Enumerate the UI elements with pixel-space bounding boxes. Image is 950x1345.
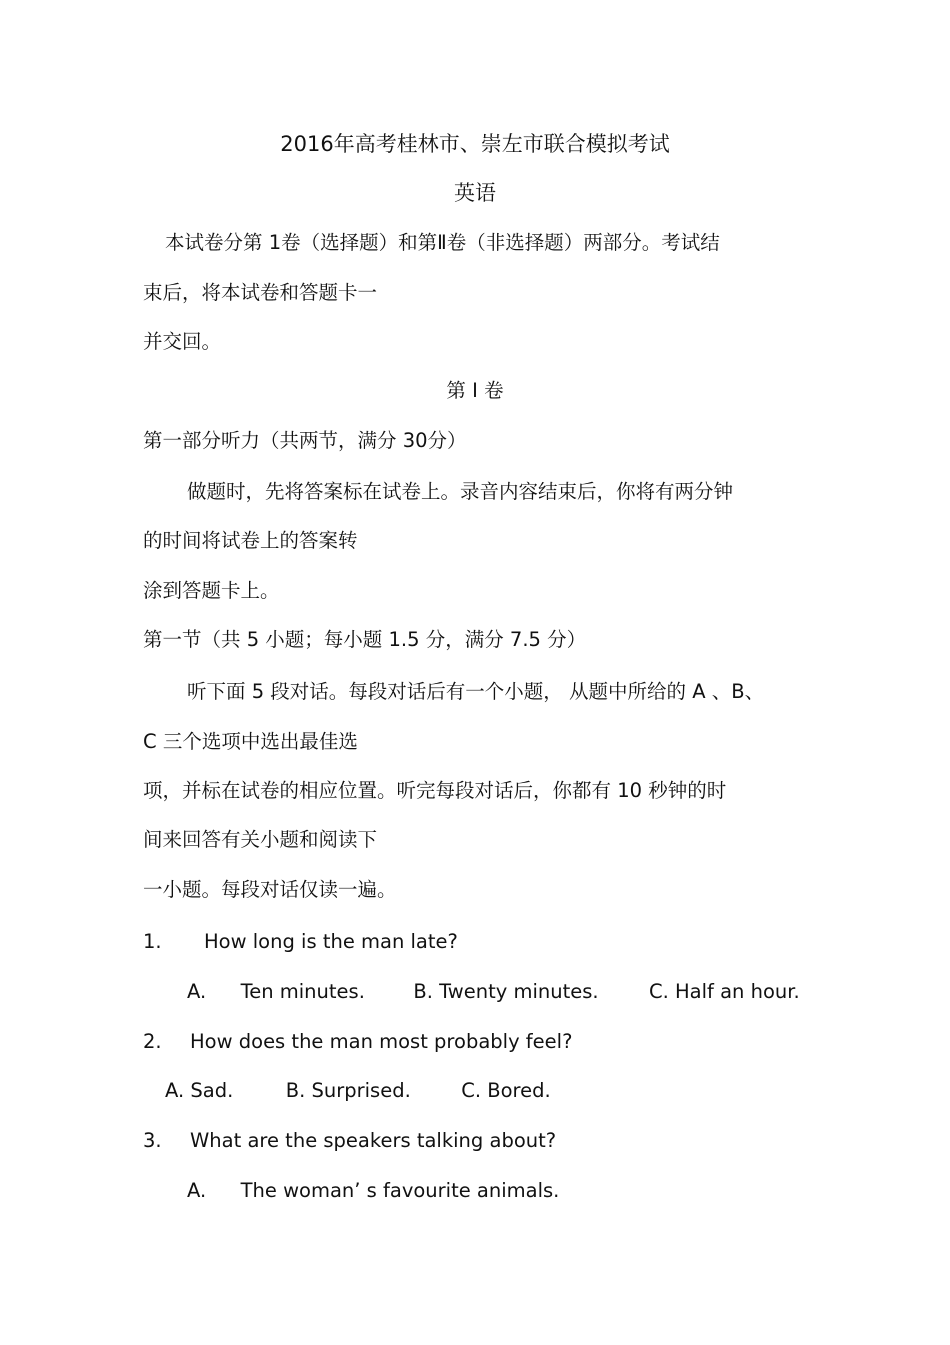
question-text: How long is the man late? <box>204 930 458 953</box>
part1-instruction-3: 涂到答题卡上。 <box>143 579 280 602</box>
option-c: C. Bored. <box>461 1079 551 1102</box>
option-a: A. <box>187 980 207 1003</box>
intro-line-1: 本试卷分第 1卷（选择题）和第Ⅱ卷（非选择题）两部分。考试结 <box>165 231 720 254</box>
section1-instruction-2: C 三个选项中选出最佳选 <box>143 730 358 753</box>
option-a: A. Sad. <box>165 1079 234 1102</box>
part1-instruction-2: 的时间将试卷上的答案转 <box>143 529 358 552</box>
question-3 <box>143 1129 556 1153</box>
section1-heading: 第一节（共 5 小题；每小题 1.5 分，满分 7.5 分） <box>143 628 587 651</box>
question-number: 1. <box>143 930 162 953</box>
question-3-options <box>187 1179 559 1203</box>
question-1 <box>143 930 458 954</box>
section1-instruction-3: 项，并标在试卷的相应位置。听完每段对话后，你都有 10 秒钟的时 <box>143 779 727 802</box>
exam-title: 2016年高考桂林市、崇左市联合模拟考试 <box>280 132 670 156</box>
section1-instruction-5: 一小题。每段对话仅读一遍。 <box>143 878 397 901</box>
intro-line-3: 并交回。 <box>143 330 222 353</box>
intro-line-2: 束后，将本试卷和答题卡一 <box>143 281 378 304</box>
option-a-text: The woman’ s favourite animals. <box>240 1179 560 1202</box>
question-number: 2. <box>143 1030 162 1053</box>
section1-instruction-4: 间来回答有关小题和阅读下 <box>143 828 378 851</box>
option-b: B. Twenty minutes. <box>413 980 599 1003</box>
option-a-text: Ten minutes. <box>240 980 365 1003</box>
volume-heading: 第 Ⅰ 卷 <box>446 379 504 402</box>
section1-instruction-1: 听下面 5 段对话。每段对话后有一个小题， 从题中所给的 A 、B、 <box>187 680 765 703</box>
option-a: A. <box>187 1179 207 1202</box>
question-2-options <box>165 1079 551 1103</box>
question-text: What are the speakers talking about? <box>190 1129 557 1152</box>
option-b: B. Surprised. <box>285 1079 411 1102</box>
subject-title: 英语 <box>454 181 496 205</box>
question-number: 3. <box>143 1129 162 1152</box>
part1-heading: 第一部分听力（共两节，满分 30分） <box>143 429 467 452</box>
part1-instruction-1: 做题时，先将答案标在试卷上。录音内容结束后，你将有两分钟 <box>187 480 734 503</box>
question-text: How does the man most probably feel? <box>190 1030 573 1053</box>
question-2 <box>143 1030 572 1054</box>
question-1-options <box>187 980 800 1004</box>
option-c: C. Half an hour. <box>649 980 800 1003</box>
